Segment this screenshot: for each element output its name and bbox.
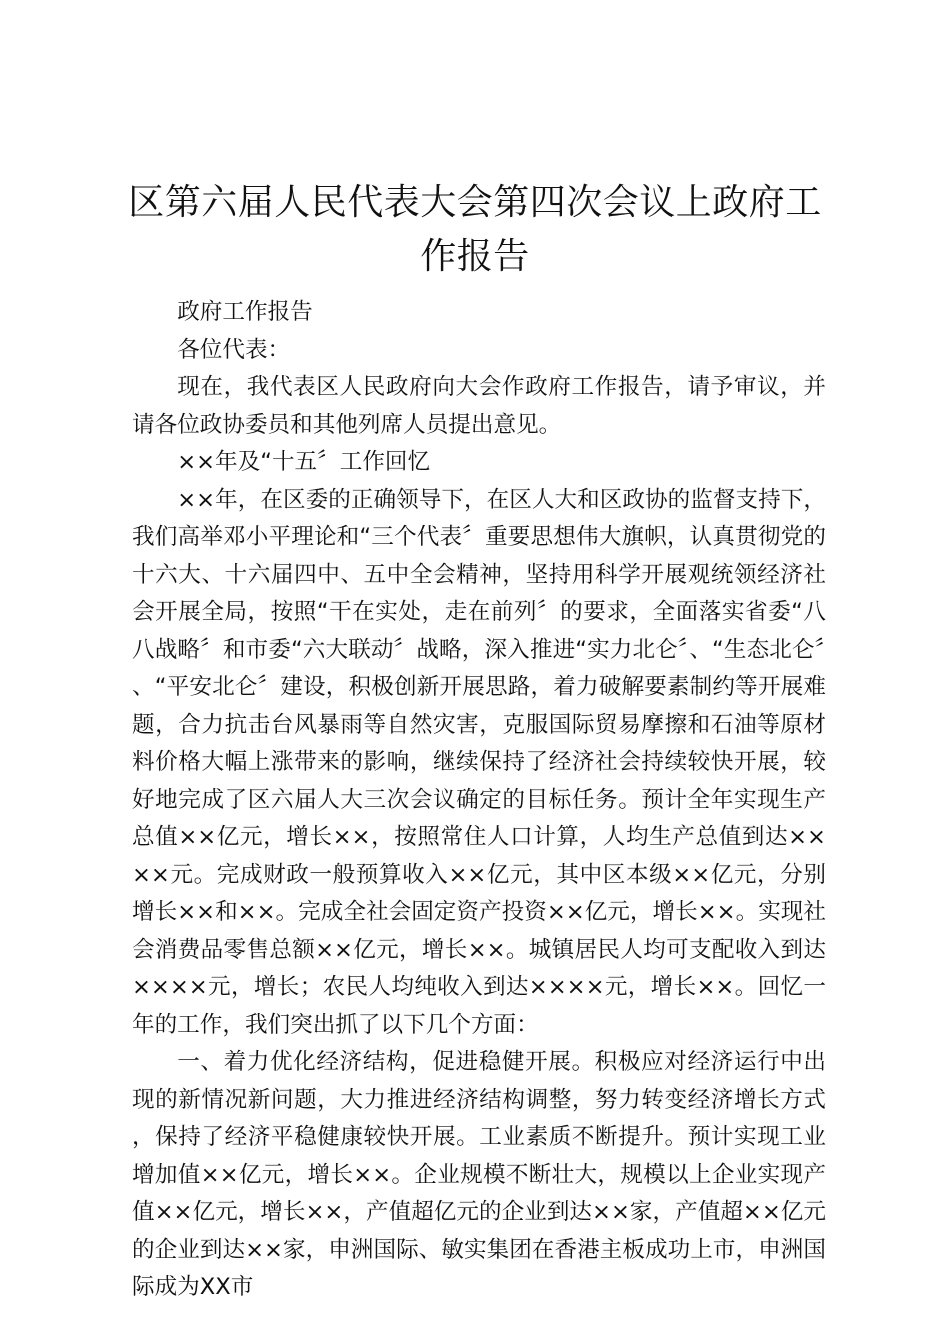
paragraph-section-heading: ××年及“十五〞工作回忆 bbox=[177, 449, 431, 475]
paragraph-economic-structure: 一、着力优化经济结构，促进稳健开展。积极应对经济运行中出现的新情况新问题，大力推进经济结构调整，努力转变经济增长方式，保持了经济平稳健康较快开展。工业素质不断提升。预计实现工业增加值××亿元，增长××。企业规模不断壮大，规模以上企业实现产值××亿元，增长××，产值超亿元的企业到达××家，产值超××亿元的企业到达××家，申洲国际、敏实集团在香港主板成功上市，申洲国际成为XX市 bbox=[132, 1049, 826, 1300]
paragraph-annual-review: ××年，在区委的正确领导下，在区人大和区政协的监督支持下，我们高举邓小平理论和“三个代表〞重要思想伟大旗帜，认真贯彻党的十六大、十六届四中、五中全会精神，坚持用科学开展观统领经济社会开展全局，按照“干在实处，走在前列〞的要求，全面落实省委“八八战略〞和市委“六大联动〞战略，深入推进“实力北仑〞、“生态北仑〞、“平安北仑〞建设，积极创新开展思路，着力破解要素制约等开展难题，合力抗击台风暴雨等自然灾害，克服国际贸易摩擦和石油等原材料价格大幅上涨带来的影响，继续保持了经济社会持续较快开展，较好地完成了区六届人大三次会议确定的目标任务。预计全年实现生产总值××亿元，增长××，按照常住人口计算，人均生产总值到达××××元。完成财政一般预算收入××亿元，其中区本级××亿元，分别增长××和××。完成全社会固定资产投资××亿元，增长××。实现社会消费品零售总额××亿元，增长××。城镇居民人均可支配收入到达××××元，增长；农民人均纯收入到达××××元，增长××。回忆一年的工作，我们突出抓了以下几个方面： bbox=[132, 486, 826, 1038]
paragraph-report-label: 政府工作报告 bbox=[177, 299, 313, 325]
document-title: 区第六届人民代表大会第四次会议上政府工作报告 bbox=[128, 182, 822, 277]
paragraph-salutation: 各位代表： bbox=[177, 336, 291, 363]
document-body bbox=[132, 294, 826, 1307]
paragraph-introduction: 现在，我代表区人民政府向大会作政府工作报告，请予审议，并请各位政协委员和其他列席人员提出意见。 bbox=[132, 374, 826, 438]
